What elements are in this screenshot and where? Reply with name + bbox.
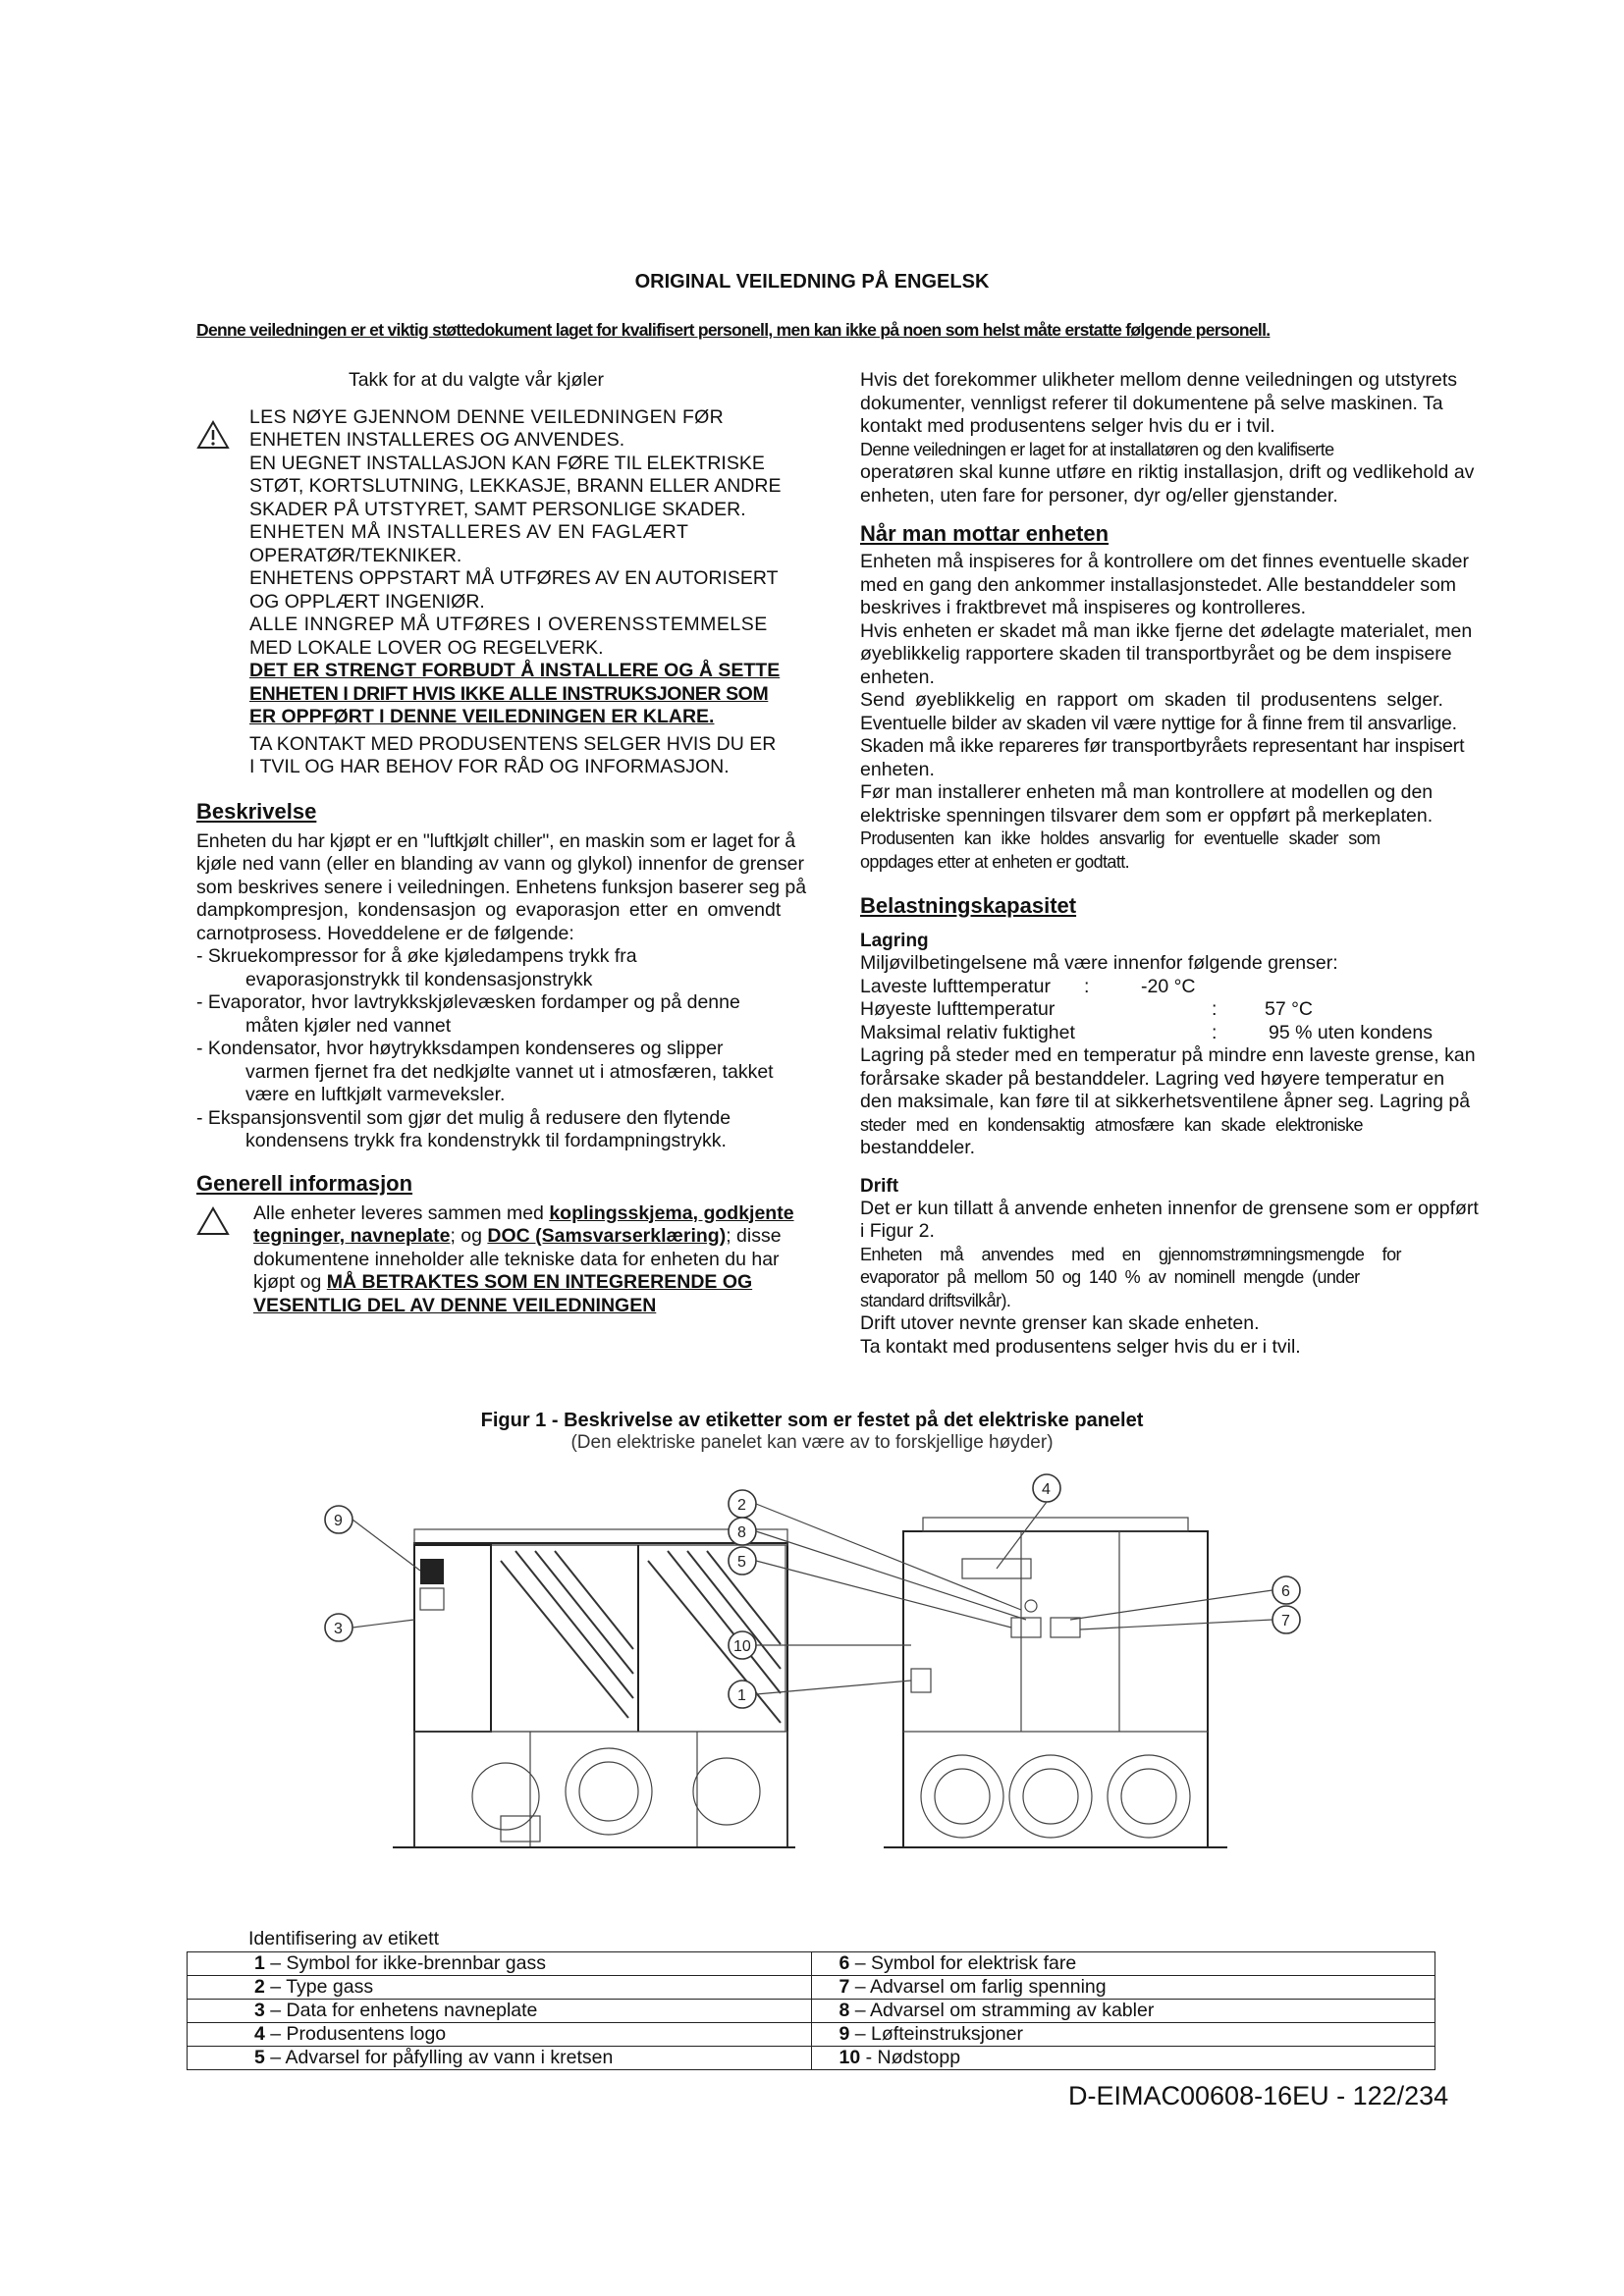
warning-line: OPERATØR/TEKNIKER. [249, 544, 462, 566]
limit-value: 57 °C [1265, 998, 1313, 1020]
label-number: 1 [254, 1952, 265, 1974]
warning-line: I TVIL OG HAR BEHOV FOR RÅD OG INFORMASJON. [249, 756, 730, 777]
table-cell [188, 2047, 812, 2070]
warning-bold-line: DET ER STRENGT FORBUDT Å INSTALLERE OG Å SETTE [249, 660, 781, 681]
generell-l4b: MÅ BETRAKTES SOM EN INTEGRERENDE OG [326, 1271, 753, 1293]
warning-line: ENHETEN MÅ INSTALLERES AV EN FAGLÆRT [249, 521, 689, 543]
callout-6: 6 [1281, 1583, 1290, 1600]
safety-warning [196, 406, 854, 779]
table-cell [811, 2000, 1435, 2023]
storage-line: steder med en kondensaktig atmosfære kan skade elektroniske [860, 1114, 1363, 1135]
warning-line: SKADER PÅ UTSTYRET, SAMT PERSONLIGE SKADER. [249, 498, 746, 520]
generell-l1b: koplingsskjema, godkjente [549, 1201, 794, 1224]
generell-line [253, 1202, 862, 1226]
table-row [188, 1976, 1435, 2000]
limit-value: 95 % uten kondens [1269, 1021, 1433, 1043]
document-number: D-EIMAC00608-16EU - 122/234 [1068, 2081, 1449, 2110]
limit-row [860, 1022, 1538, 1045]
receive-line: øyeblikkelig rapportere skaden til transportbyrået og be dem inspisere [860, 643, 1452, 665]
warning-bold-line: ER OPPFØRT I DENNE VEILEDNINGEN ER KLARE. [249, 706, 715, 727]
limit-row [860, 998, 1538, 1022]
callout-9: 9 [334, 1513, 343, 1529]
drift-line: evaporator på mellom 50 og 140 % av nominell mengde (under [860, 1267, 1360, 1287]
receive-heading: Når man mottar enheten [860, 521, 1110, 546]
table-cell [811, 2023, 1435, 2047]
label-text: – Type gass [264, 1976, 374, 1998]
receive-line: beskrives i fraktbrevet må inspiseres og kontrolleres. [860, 597, 1307, 618]
table-row [188, 1952, 1435, 1976]
list-item-first: - Kondensator, hvor høytrykksdampen kondenseres og slipper [196, 1038, 724, 1059]
warning-triangle-icon [196, 1206, 230, 1236]
right-column [860, 369, 1538, 1359]
table-cell [188, 2023, 812, 2047]
callout-7: 7 [1281, 1613, 1290, 1629]
storage-heading: Lagring [860, 931, 929, 951]
callout-1: 1 [737, 1687, 746, 1704]
table-cell [811, 2047, 1435, 2070]
table-row [188, 2000, 1435, 2023]
receive-line: Produsenten kan ikke holdes ansvarlig for eventuelle skader som [860, 828, 1380, 848]
warning-block [249, 406, 839, 779]
intro-line: kontakt med produsentens selger hvis du er i tvil. [860, 415, 1275, 437]
beskrivelse-line: carnotprosess. Hoveddelene er de følgende: [196, 922, 574, 944]
table-row [188, 2023, 1435, 2047]
callout-8: 8 [737, 1524, 746, 1541]
chiller-side-view [325, 1506, 795, 1847]
receive-line: enheten. [860, 758, 935, 780]
list-item-first: - Skruekompressor for å øke kjøledampens trykk fra [196, 945, 637, 967]
label-number: 2 [254, 1976, 265, 1998]
receive-line: Skaden må ikke repareres før transportbyråets representant har inspisert [860, 735, 1465, 757]
limit-label: Høyeste lufttemperatur [860, 998, 1056, 1020]
label-number: 9 [839, 2023, 850, 2045]
thanks-text: Takk for at du valgte vår kjøler [348, 369, 605, 391]
intro-line: dokumenter, vennligst referer til dokumentene på selve maskinen. Ta [860, 392, 1443, 414]
list-item-cont: varmen fjernet fra det nedkjølte vannet ut i atmosfæren, takket [245, 1060, 774, 1083]
load-heading: Belastningskapasitet [860, 893, 1077, 918]
label-table [187, 1951, 1435, 2070]
label-number: 5 [254, 2047, 265, 2068]
beskrivelse-heading: Beskrivelse [196, 798, 317, 824]
beskrivelse-line: som beskrives senere i veiledningen. Enhetens funksjon baserer seg på [196, 876, 807, 898]
callout-2: 2 [737, 1497, 746, 1514]
page-title: ORIGINAL VEILEDNING PÅ ENGELSK [634, 271, 990, 293]
list-item [196, 1107, 860, 1153]
chiller-figure [295, 1472, 1335, 1885]
label-number: 4 [254, 2023, 265, 2045]
generell-text [253, 1202, 862, 1318]
warning-line: MED LOKALE LOVER OG REGELVERK. [249, 636, 604, 659]
generell-heading: Generell informasjon [196, 1170, 413, 1196]
table-row [188, 2047, 1435, 2070]
generell-line [253, 1225, 862, 1249]
list-item-cont: evaporasjonstrykk til kondensasjonstrykk [245, 968, 593, 990]
generell-body [196, 1202, 854, 1318]
limit-row [860, 976, 1538, 999]
callout-4: 4 [1042, 1481, 1051, 1498]
warning-line: ALLE INNGREP MÅ UTFØRES I OVERENSSTEMMELSE [249, 614, 768, 635]
label-number: 6 [839, 1952, 850, 1974]
list-item-cont: være en luftkjølt varmeveksler. [245, 1084, 506, 1105]
receive-line: med en gang den ankommer installasjonstedet. Alle bestanddeler som [860, 573, 1457, 596]
limit-sep: : [1212, 1021, 1218, 1043]
list-item [196, 1038, 860, 1107]
drift-line: Det er kun tillatt å anvende enheten innenfor de grensene som er oppført [860, 1197, 1479, 1219]
intro-line: operatøren skal kunne utføre en riktig installasjon, drift og vedlikehold av [860, 461, 1475, 483]
intro-line: Denne veiledningen er laget for at installatøren og den kvalifiserte [860, 439, 1334, 459]
label-text: – Produsentens logo [264, 2023, 447, 2045]
generell-l2b: ; og [450, 1225, 488, 1247]
notice-text: Denne veiledningen er et viktig støttedokument laget for kvalifisert personell, men kan ikke på noen som helst måte erstatte følgende personell. [196, 320, 1271, 340]
label-text: – Data for enhetens navneplate [264, 2000, 538, 2021]
limit-label: Laveste lufttemperatur [860, 975, 1052, 997]
storage-line: den maksimale, kan føre til at sikkerhetsventilene åpner seg. Lagring på [860, 1091, 1471, 1112]
limit-sep: : [1212, 998, 1218, 1020]
beskrivelse-line: dampkompresjon, kondensasjon og evaporasjon etter en omvendt [196, 899, 782, 921]
label-text: – Løfteinstruksjoner [849, 2023, 1024, 2045]
receive-line: oppdages etter at enheten er godtatt. [860, 851, 1130, 872]
label-text: - Nødstopp [860, 2047, 961, 2068]
generell-l1a: Alle enheter leveres sammen med [253, 1201, 550, 1224]
label-number: 10 [839, 2047, 861, 2068]
label-table-caption: Identifisering av etikett [248, 1928, 440, 1949]
list-item [196, 945, 860, 991]
receive-line: Enheten må inspiseres for å kontrollere om det finnes eventuelle skader [860, 551, 1470, 572]
warning-line: ENHETENS OPPSTART MÅ UTFØRES AV EN AUTORISERT [249, 567, 779, 589]
table-cell [188, 2000, 812, 2023]
table-cell [811, 1976, 1435, 2000]
storage-intro: Miljøvilbetingelsene må være innenfor følgende grenser: [860, 952, 1338, 974]
storage-line: forårsake skader på bestanddeler. Lagring ved høyere temperatur en [860, 1067, 1445, 1090]
left-column [196, 369, 854, 1317]
callout-3: 3 [334, 1621, 343, 1637]
receive-line: elektriske spenningen tilsvarer dem som er oppført på merkeplaten. [860, 804, 1434, 827]
figure-title: Figur 1 - Beskrivelse av etiketter som er festet på det elektriske panelet [480, 1410, 1144, 1431]
label-number: 7 [839, 1976, 850, 1998]
label-number: 3 [254, 2000, 265, 2021]
drift-line: Ta kontakt med produsentens selger hvis du er i tvil. [860, 1335, 1301, 1358]
chiller-front-view [729, 1474, 1300, 1847]
drift-line: Enheten må anvendes med en gjennomstrømningsmengde for [860, 1244, 1401, 1264]
label-text: – Symbol for elektrisk fare [849, 1952, 1077, 1974]
label-text: – Symbol for ikke-brennbar gass [264, 1952, 546, 1974]
warning-line: TA KONTAKT MED PRODUSENTENS SELGER HVIS DU ER [249, 732, 777, 755]
warning-line: EN UEGNET INSTALLASJON KAN FØRE TIL ELEKTRISKE [249, 452, 765, 474]
list-item-cont: kondensens trykk fra kondenstrykk til fordampningstrykk. [245, 1130, 727, 1151]
generell-line: dokumentene inneholder alle tekniske data for enheten du har [253, 1248, 780, 1270]
warning-line: LES NØYE GJENNOM DENNE VEILEDNINGEN FØR [249, 405, 725, 428]
list-item-cont: måten kjøler ned vannet [245, 1014, 452, 1037]
beskrivelse-line: Enheten du har kjøpt er en "luftkjølt chiller", en maskin som er laget for å [196, 829, 795, 852]
limit-label: Maksimal relativ fuktighet [860, 1021, 1075, 1043]
warning-line: OG OPPLÆRT INGENIØR. [249, 590, 485, 613]
generell-l4a: kjøpt og [253, 1271, 327, 1293]
table-cell [188, 1952, 812, 1976]
warning-triangle-icon [196, 420, 230, 450]
figure-caption [0, 1410, 1624, 1454]
receive-line: Eventuelle bilder av skaden vil være nyttige for å finne frem til ansvarlige. [860, 712, 1457, 734]
limit-sep: : [1084, 975, 1090, 997]
drift-heading: Drift [860, 1175, 899, 1197]
storage-line: Lagring på steder med en temperatur på mindre enn laveste grense, kan [860, 1044, 1476, 1066]
warning-line: ENHETEN INSTALLERES OG ANVENDES. [249, 429, 625, 451]
generell-l2a: tegninger, navneplate [253, 1225, 451, 1247]
list-item [196, 991, 860, 1038]
receive-line: enheten. [860, 666, 935, 688]
label-text: – Advarsel om farlig spenning [849, 1976, 1107, 1998]
limits-list [860, 976, 1538, 1045]
warning-bold-line: ENHETEN I DRIFT HVIS IKKE ALLE INSTRUKSJONER SOM [249, 682, 769, 705]
receive-line: Hvis enheten er skadet må man ikke fjerne det ødelagte materialet, men [860, 619, 1473, 642]
receive-line: Før man installerer enheten må man kontrollere at modellen og den [860, 781, 1434, 803]
label-text: – Advarsel for påfylling av vann i kretsen [264, 2047, 614, 2068]
limit-value: -20 °C [1141, 975, 1196, 997]
beskrivelse-body [196, 830, 860, 1153]
generell-l2c: DOC (Samsvarserklæring) [487, 1225, 727, 1247]
generell-line [253, 1271, 862, 1295]
drift-line: standard driftsvilkår). [860, 1290, 1011, 1310]
warning-line: STØT, KORTSLUTNING, LEKKASJE, BRANN ELLER ANDRE [249, 475, 782, 497]
receive-line: Send øyeblikkelig en rapport om skaden til produsentens selger. [860, 689, 1443, 711]
figure-subtitle: (Den elektriske panelet kan være av to forskjellige høyder) [570, 1432, 1054, 1453]
generell-l2d: ; disse [726, 1225, 782, 1247]
generell-line: VESENTLIG DEL AV DENNE VEILEDNINGEN [253, 1294, 657, 1316]
intro-line: enheten, uten fare for personer, dyr og/eller gjenstander. [860, 484, 1338, 507]
storage-line: bestanddeler. [860, 1137, 976, 1158]
beskrivelse-line: kjøle ned vann (eller en blanding av vann og glykol) innenfor de grenser [196, 853, 804, 875]
drift-line: Drift utover nevnte grenser kan skade enheten. [860, 1312, 1260, 1334]
table-cell [188, 1976, 812, 2000]
label-text: – Advarsel om stramming av kabler [849, 2000, 1155, 2021]
drift-line: i Figur 2. [860, 1220, 935, 1242]
list-item-first: - Ekspansjonsventil som gjør det mulig å redusere den flytende [196, 1106, 731, 1129]
list-item-first: - Evaporator, hvor lavtrykkskjølevæsken fordamper og på denne [196, 991, 740, 1013]
callout-5: 5 [737, 1554, 746, 1571]
table-cell [811, 1952, 1435, 1976]
label-number: 8 [839, 2000, 850, 2021]
intro-line: Hvis det forekommer ulikheter mellom denne veiledningen og utstyrets [860, 369, 1458, 391]
receive-body [860, 551, 1538, 874]
callout-10: 10 [733, 1638, 751, 1655]
